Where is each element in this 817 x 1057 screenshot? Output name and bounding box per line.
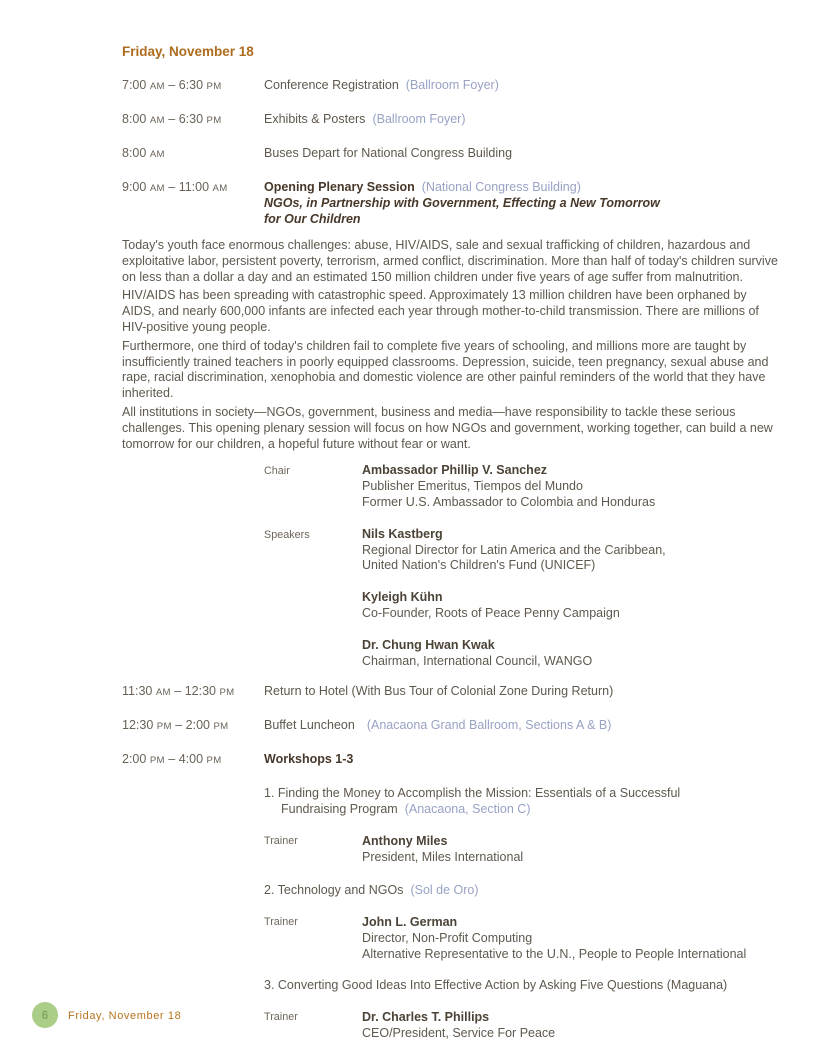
day-heading: Friday, November 18 (122, 44, 254, 59)
event-location: (Anacaona Grand Ballroom, Sections A & B) (366, 718, 612, 733)
workshop-location: (Sol de Oro) (410, 883, 479, 898)
event-title: Buses Depart for National Congress Building (264, 146, 513, 160)
event-time: 9:00 AM – 11:00 AM (122, 180, 228, 194)
event-time: 2:00 PM – 4:00 PM (122, 752, 222, 767)
workshops-list (264, 785, 778, 1041)
trainer-label: Trainer (264, 916, 298, 929)
person-name: Dr. Charles T. Phillips (362, 1010, 490, 1025)
schedule-row (122, 751, 778, 769)
workshop-title: 3. Converting Good Ideas Into Effective Action by Asking Five Questions (Maguana) (264, 978, 728, 993)
person-role: Director, Non-Profit Computing (362, 931, 533, 946)
person-name: Anthony Miles (362, 834, 448, 849)
person-name: John L. German (362, 915, 458, 930)
trainer-label: Trainer (264, 835, 298, 848)
person-role: Regional Director for Latin America and the Caribbean, (362, 542, 666, 557)
event-time: 12:30 PM – 2:00 PM (122, 718, 229, 733)
workshop-location: (Anacaona, Section C) (404, 802, 531, 817)
person-role: CEO/President, Service For Peace (362, 1026, 556, 1041)
event-title: Exhibits & Posters (264, 112, 366, 126)
program-content (122, 44, 778, 1041)
page-number-badge (32, 1002, 58, 1028)
trainer-group (264, 833, 778, 865)
speaker-group (264, 638, 778, 670)
page-number: 6 (41, 1008, 49, 1022)
schedule-row (122, 179, 778, 227)
event-time: 8:00 AM (122, 146, 165, 160)
event-location: (National Congress Building) (421, 180, 581, 194)
event-title: Return to Hotel (With Bus Tour of Colonial Zone During Return) (264, 684, 614, 699)
speakers-label: Speakers (264, 528, 310, 541)
plenary-people (264, 463, 778, 669)
event-title: Buffet Luncheon (264, 718, 355, 733)
session-description-paragraph: Today's youth face enormous challenges: abuse, HIV/AIDS, sale and sexual trafficking of children, hazardous and exploitative labor, persistent poverty, terrorism, armed conflict, discrimination. More than half of today's children survive on less than a dollar a day and an estimated 150 million children under five years of age suffer from malnutrition. (122, 238, 778, 284)
person-name: Kyleigh Kühn (362, 590, 443, 605)
workshop-title: 2. Technology and NGOs (Sol de Oro) (264, 883, 479, 898)
session-subtitle: for Our Children (264, 212, 361, 226)
session-description-paragraph: All institutions in society—NGOs, government, business and media—have responsibility to tackle these serious challenges. This opening plenary session will focus on how NGOs and government, working together, can build a new tomorrow for our children, a hopeful future without fear or want. (122, 404, 773, 451)
chair-label: Chair (264, 465, 290, 478)
trainer-group (264, 914, 778, 962)
chair-group (264, 463, 778, 510)
person-name: Ambassador Phillip V. Sanchez (362, 463, 548, 478)
event-time: 11:30 AM – 12:30 PM (122, 684, 235, 699)
event-title: Opening Plenary Session (264, 180, 415, 194)
person-role: United Nation's Children's Fund (UNICEF) (362, 558, 596, 573)
event-location: (Ballroom Foyer) (372, 112, 466, 126)
person-role: Chairman, International Council, WANGO (362, 653, 593, 668)
person-name: Dr. Chung Hwan Kwak (362, 637, 495, 652)
workshop-title: 1. Finding the Money to Accomplish the Mission: Essentials of a Successful Fundraising Program (Anacaona, Section C) (264, 786, 681, 817)
session-subtitle: NGOs, in Partnership with Government, Effecting a New Tomorrow (264, 196, 660, 210)
schedule-row (122, 77, 778, 95)
trainer-label: Trainer (264, 1011, 298, 1024)
person-role: Former U.S. Ambassador to Colombia and Honduras (362, 494, 656, 509)
event-time: 8:00 AM – 6:30 PM (122, 112, 222, 126)
event-title: Conference Registration (264, 78, 399, 92)
session-description-paragraph: Furthermore, one third of today's children fail to complete five years of schooling, and millions more are taught by insufficiently trained teachers in poorly equipped classrooms. Depression, suicide, teen pregnancy, sexual abuse and rape, racial discrimination, xenophobia and domestic violence are other painful reminders of the world that they have inherited. (122, 338, 769, 401)
person-role: Alternative Representative to the U.N., People to People International (362, 947, 747, 962)
person-name: Nils Kastberg (362, 526, 443, 541)
schedule-row (122, 683, 778, 701)
person-role: Publisher Emeritus, Tiempos del Mundo (362, 479, 583, 494)
schedule-row (122, 111, 778, 129)
person-role: President, Miles International (362, 850, 524, 865)
event-location: (Ballroom Foyer) (405, 78, 499, 92)
schedule-row (122, 145, 778, 163)
session-description (122, 238, 778, 452)
schedule-row (122, 717, 778, 735)
footer-day-label: Friday, November 18 (68, 1010, 182, 1022)
trainer-group (264, 1009, 778, 1041)
speakers-group (264, 527, 778, 574)
speaker-group (264, 590, 778, 622)
session-description-paragraph: HIV/AIDS has been spreading with catastrophic speed. Approximately 13 million children have been orphaned by AIDS, and nearly 600,000 infants are infected each year through mother-to-child transmission. There are millions of HIV-positive young people. (122, 288, 759, 334)
event-title: Workshops 1-3 (264, 752, 354, 767)
person-role: Co-Founder, Roots of Peace Penny Campaign (362, 605, 620, 620)
event-time: 7:00 AM – 6:30 PM (122, 78, 222, 92)
